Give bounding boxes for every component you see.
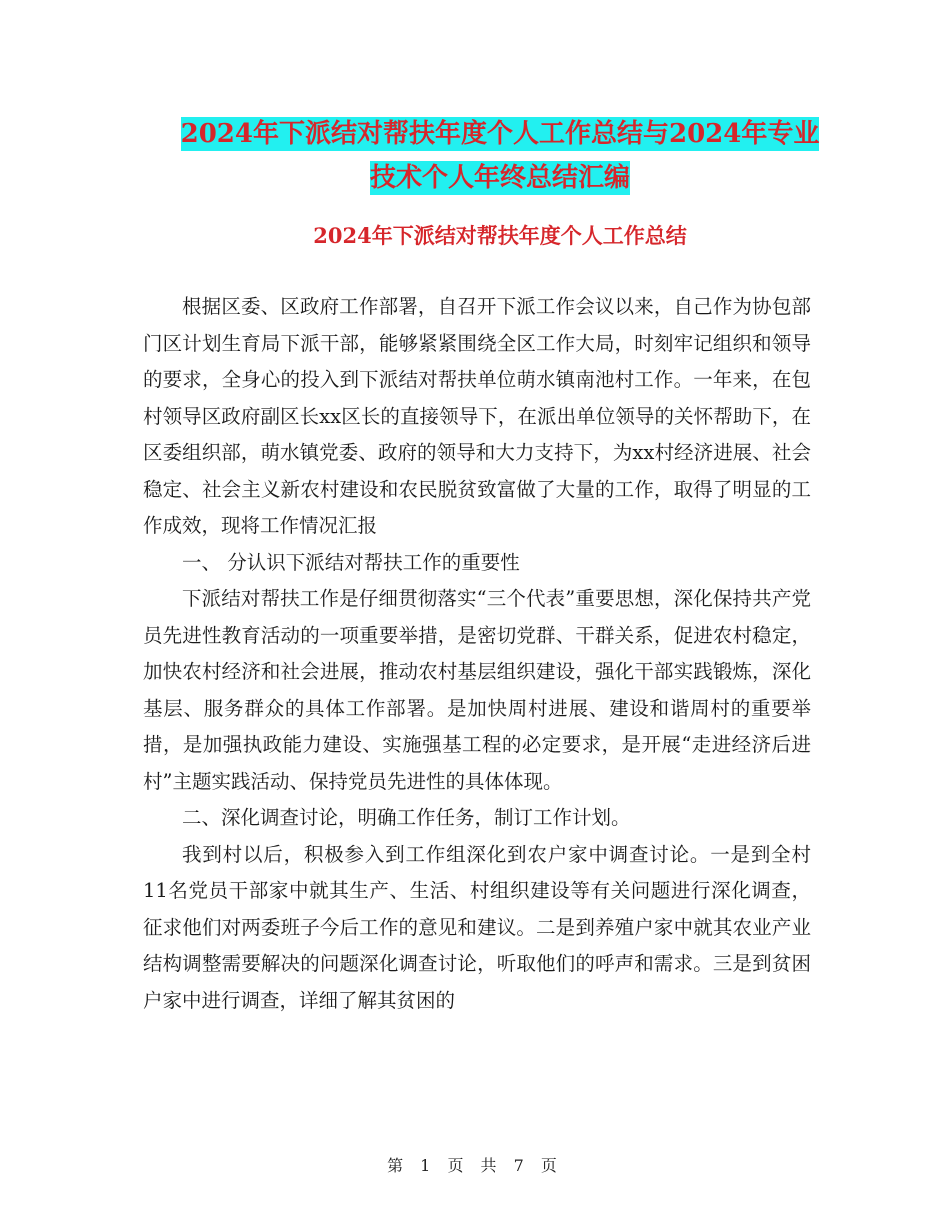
- heading-two: 二、深化调查讨论，明确工作任务，制订工作计划。: [182, 806, 631, 829]
- page-footer: 第 1 页 共 7 页: [387, 1156, 563, 1175]
- heading-one: 一、 分认识下派结对帮扶工作的重要性: [182, 550, 520, 574]
- section-title: 2024年下派结对帮扶年度个人工作总结: [313, 223, 687, 248]
- document-title: [140, 112, 860, 200]
- paragraph-importance: 下派结对帮扶工作是仔细贯彻落实“三个代表”重要思想，深化保持共产党员先进性教育活动的一项重要举措，是密切党群、干群关系，促进农村稳定，加快农村经济和社会进展，推动农村基层组织建设，强化干部实践锻炼，深化基层、服务群众的具体工作部署。是加快周村进展、建设和谐周村的重要举措，是加强执政能力建设、实施强基工程的必定要求，是开展“走进经济后进村”主题实践活动、保持党员先进性的具体体现。: [143, 587, 811, 793]
- paragraph-investigation: 我到村以后，积极参入到工作组深化到农户家中调查讨论。一是到全村11名党员干部家中就其生产、生活、村组织建设等有关问题进行深化调查，征求他们对两委班子今后工作的意见和建议。二是到养殖户家中就其农业产业结构调整需要解决的问题深化调查讨论，听取他们的呼声和需求。三是到贫困户家中进行调查，详细了解其贫困的: [143, 842, 811, 1012]
- document-body: [143, 289, 811, 1019]
- paragraph-intro: 根据区委、区政府工作部署，自召开下派工作会议以来，自己作为协包部门区计划生育局下派干部，能够紧紧围绕全区工作大局，时刻牢记组织和领导的要求，全身心的投入到下派结对帮扶单位萌水镇南池村工作。一年来，在包村领导区政府副区长xx区长的直接领导下，在派出单位领导的关怀帮助下，在区委组织部，萌水镇党委、政府的领导和大力支持下，为xx村经济进展、社会稳定、社会主义新农村建设和农民脱贫致富做了大量的工作，取得了明显的工作成效，现将工作情况汇报: [143, 295, 811, 537]
- title-line-1: 2024年下派结对帮扶年度个人工作总结与2024年专业: [180, 119, 820, 149]
- title-line-2: 技术个人年终总结汇编: [369, 163, 630, 193]
